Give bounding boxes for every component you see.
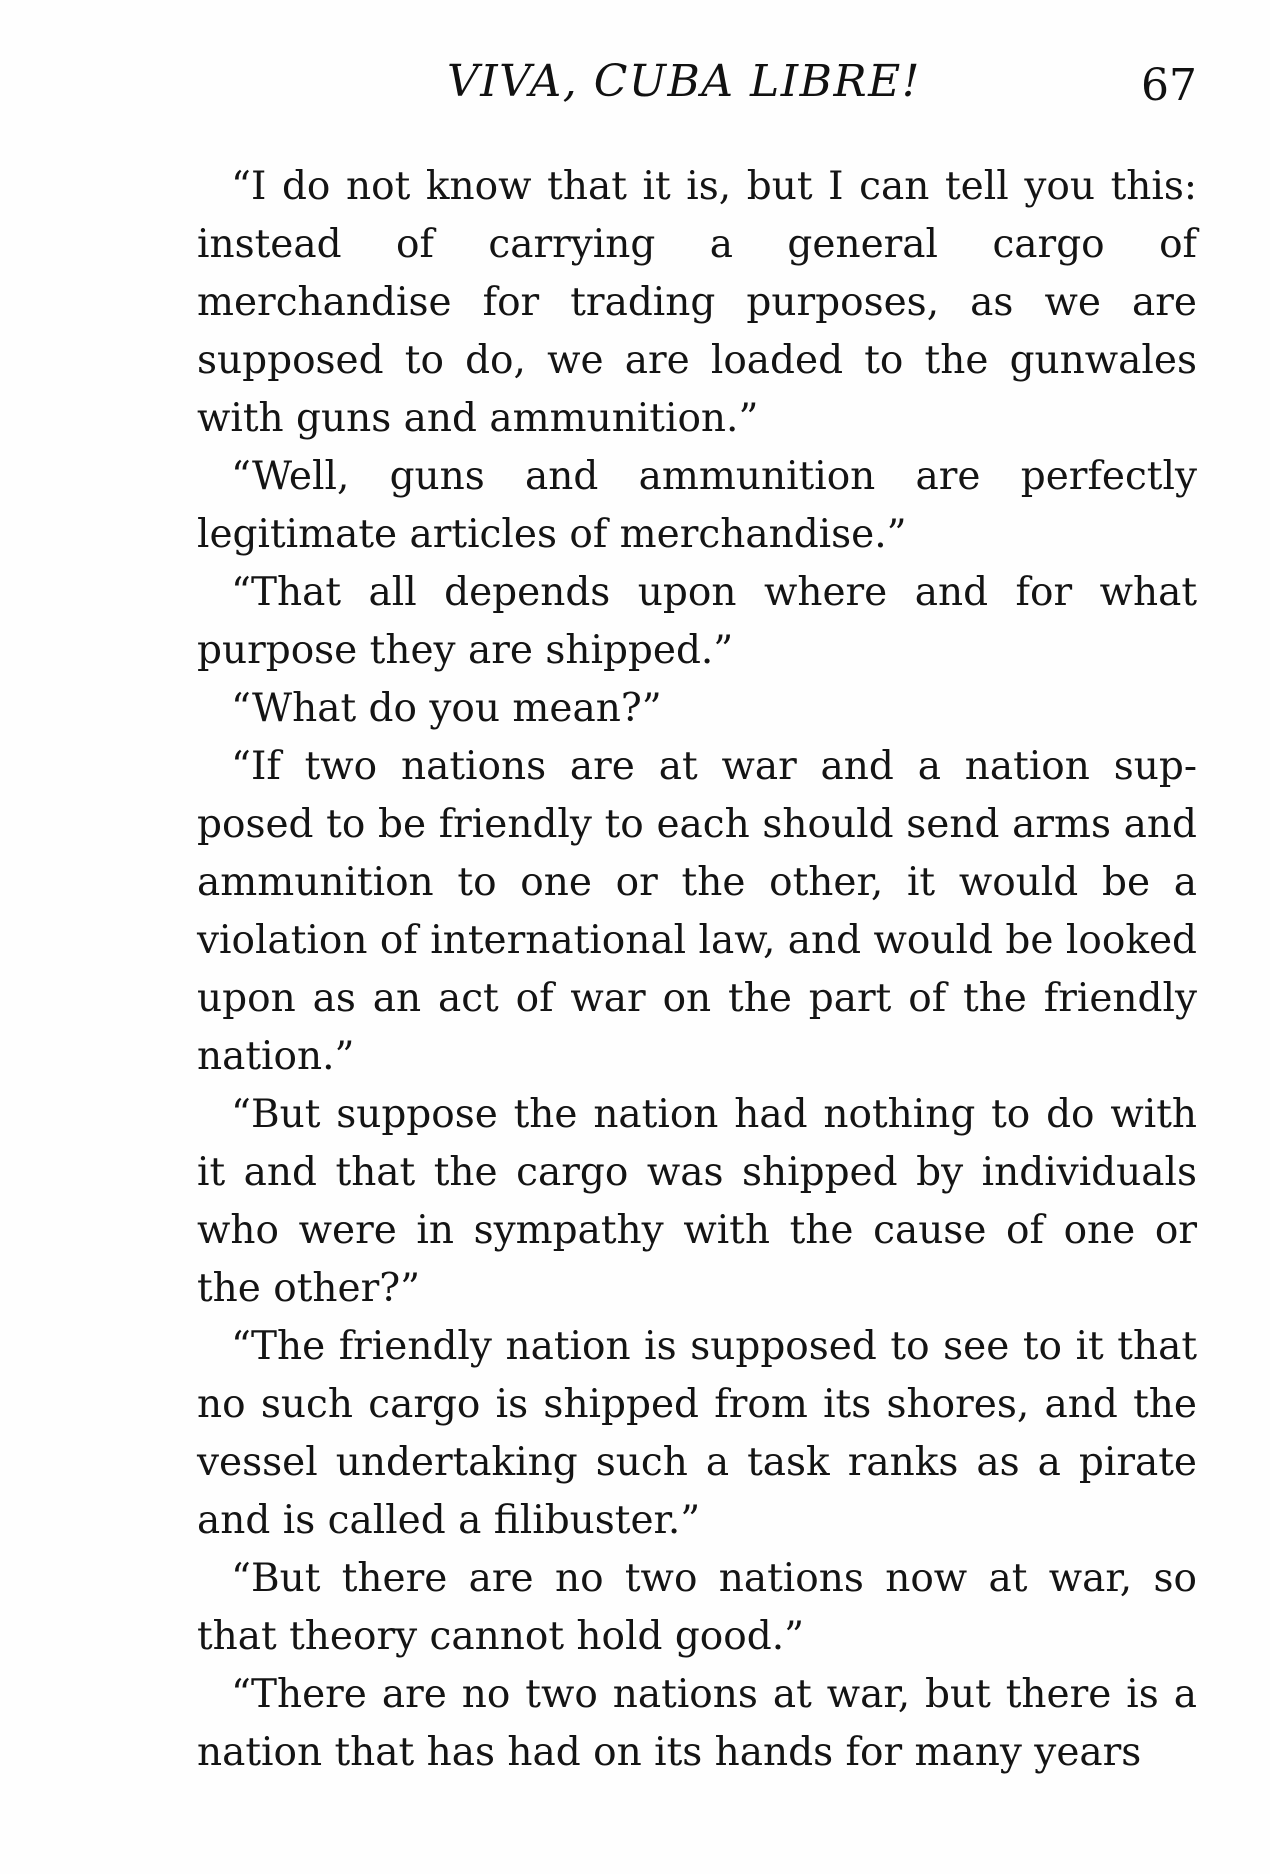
paragraph: “But suppose the nation had nothing to do with it and that the cargo was shipped by individuals who were in sympathy with the cause of one or the other?”: [197, 1092, 1197, 1311]
running-title: VIVA, CUBA LIBRE!: [447, 56, 921, 107]
running-header: [197, 56, 1197, 126]
paragraph: “That all depends upon where and for what purpose they are shipped.”: [197, 570, 1197, 673]
paragraph: “But there are no two nations now at war, so that theory cannot hold good.”: [197, 1556, 1197, 1659]
page-number: 67: [1141, 60, 1197, 111]
paragraph: “What do you mean?”: [231, 686, 662, 731]
body-text: [197, 158, 1197, 1782]
paragraph: “Well, guns and ammunition are perfectly legitimate articles of merchandise.”: [197, 454, 1197, 557]
paragraph: “The friendly nation is supposed to see to it that no such cargo is shipped from its shores, and the vessel undertaking such a task ranks as a pirate and is called a filibuster.”: [197, 1324, 1197, 1543]
paragraph: “I do not know that it is, but I can tell you this: instead of carrying a general cargo of merchandise for trading purposes, as we are supposed to do, we are loaded to the gunwales with guns and ammunition.”: [197, 164, 1197, 441]
paragraph: “There are no two nations at war, but there is a nation that has had on its hands for many years: [197, 1672, 1197, 1775]
paragraph: “If two nations are at war and a nation supposed to be friendly to each should send arms and ammunition to one or the other, it would be a violation of international law, and would be looked upon as an act of war on the part of the friendly nation.”: [197, 744, 1197, 1079]
